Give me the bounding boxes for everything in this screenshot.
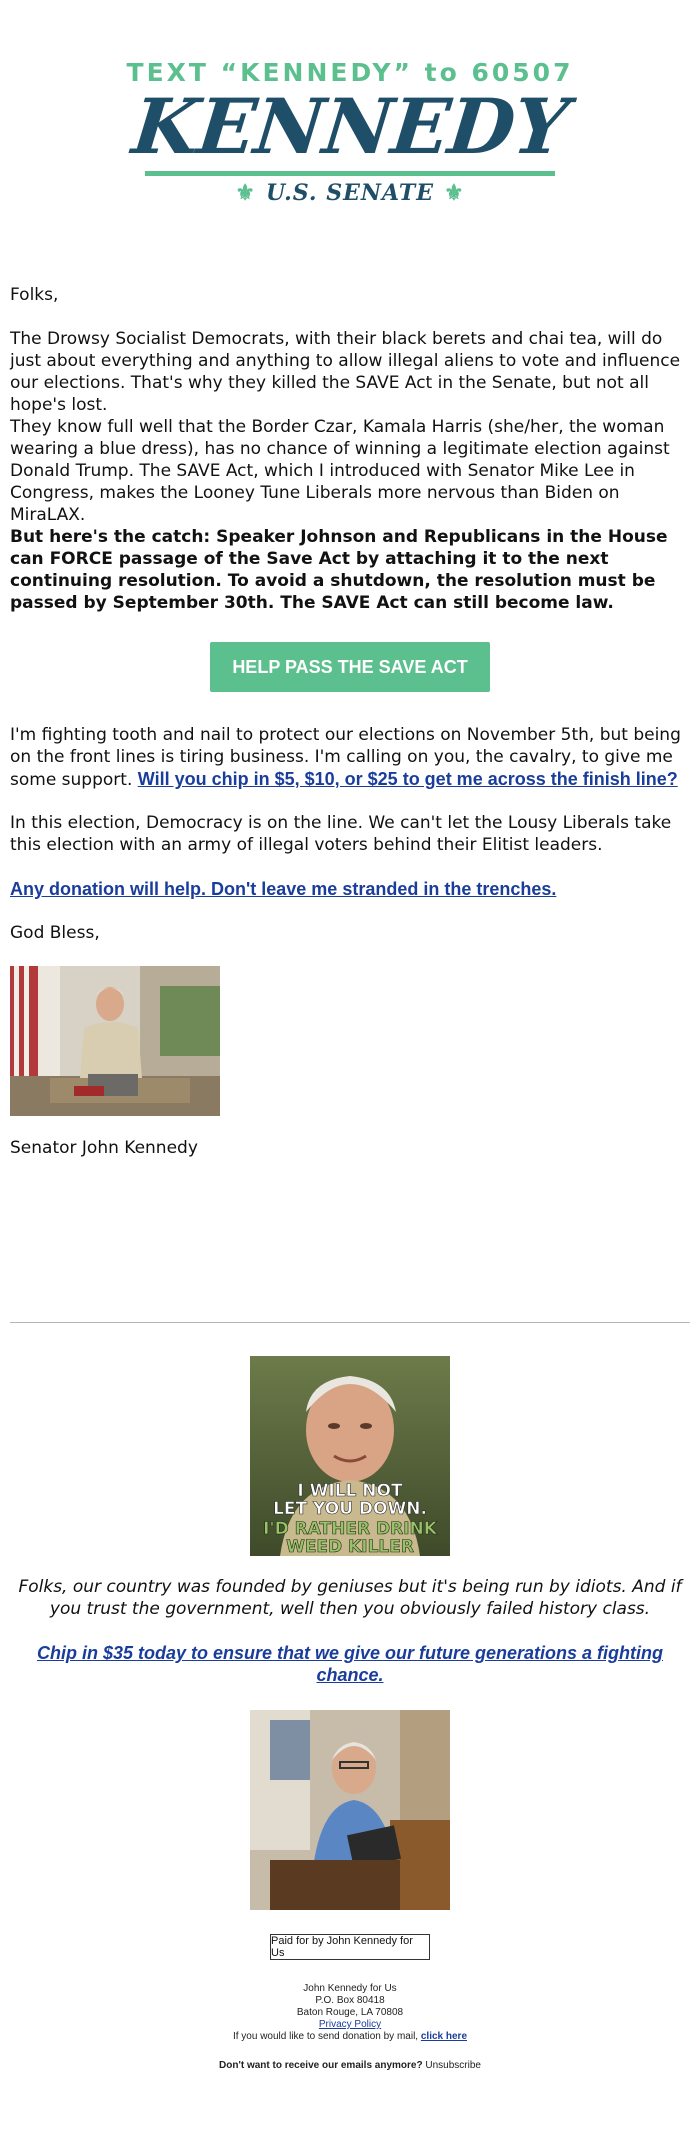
signature: Senator John Kennedy <box>10 1138 198 1158</box>
closing: God Bless, <box>10 923 100 943</box>
any-donation-link[interactable]: Any donation will help. Don't leave me stranded in the trenches. <box>10 879 557 899</box>
paragraph-1: The Drowsy Socialist Democrats, with their black berets and chai tea, will do just about everything and anything to allow illegal aliens to vote and influence our elections. That's why they killed the SAVE Act in the Senate, but not all hope's lost. <box>10 329 681 415</box>
paragraph-4-text: I'm fighting tooth and nail to protect our elections on November 5th, but being on the front lines is tiring business. I'm calling on you, the cavalry, to give me some support. <box>10 725 681 790</box>
divider <box>10 1322 690 1323</box>
meme-line-4: WEED KILLER <box>286 1537 414 1556</box>
meme-line-2: LET YOU DOWN. <box>273 1499 427 1519</box>
logo-subtitle-row <box>0 180 700 206</box>
donation-link-row <box>10 878 690 901</box>
fleur-de-lis-icon: ⚜ <box>444 180 465 206</box>
footer-org: John Kennedy for Us <box>303 1983 397 1994</box>
logo-name: KENNEDY <box>128 82 572 171</box>
paragraph-2: They know full well that the Border Czar, Kamala Harris (she/her, the woman wearing a blue dress), has no chance of winning a legitimate election against Donald Trump. The SAVE Act, which I introduced with Senator Mike Lee in Congress, makes the Looney Tune Liberals more nervous than Biden on MiraLAX. <box>10 417 670 525</box>
logo-text-line: TEXT “KENNEDY” to 60507 <box>126 58 574 87</box>
meme-image <box>250 1356 450 1556</box>
click-here-link[interactable]: click here <box>420 2031 468 2042</box>
meme-line-1: I WILL NOT <box>297 1481 403 1501</box>
footer-city: Baton Rouge, LA 70808 <box>296 2007 404 2018</box>
kennedy-quote: Folks, our country was founded by geniuses but it's being run by idiots. And if you trust the government, well then you obviously failed history class. <box>18 1577 682 1619</box>
unsubscribe-row <box>0 2060 700 2071</box>
footer-po-box: P.O. Box 80418 <box>315 1995 385 2006</box>
quote-link-row <box>20 1642 680 1686</box>
senator-tablet-photo <box>250 1710 450 1910</box>
campaign-logo <box>0 58 700 206</box>
unsubscribe-link[interactable]: Unsubscribe <box>425 2060 481 2071</box>
fleur-de-lis-icon: ⚜ <box>235 180 256 206</box>
help-pass-save-act-button[interactable]: HELP PASS THE SAVE ACT <box>210 642 490 692</box>
logo-subtitle: U.S. SENATE <box>265 180 435 206</box>
chip-in-link[interactable]: Will you chip in $5, $10, or $25 to get me across the finish line? <box>137 769 678 789</box>
chip-in-35-link[interactable]: Chip in $35 today to ensure that we give our future generations a fighting chance. <box>36 1643 664 1685</box>
mail-donation-row <box>0 2031 700 2043</box>
paragraph-4 <box>10 724 690 791</box>
mail-donation-text: If you would like to send donation by mail, <box>232 2031 419 2042</box>
meme-line-3: I'D RATHER DRINK <box>263 1519 437 1539</box>
greeting: Folks, <box>10 285 59 305</box>
footer <box>0 1983 700 2043</box>
paragraph-3: But here's the catch: Speaker Johnson and Republicans in the House can FORCE passage of the Save Act by attaching it to the next continuing resolution. To avoid a shutdown, the resolution must be passed by September 30th. The SAVE Act can still become law. <box>10 527 668 613</box>
privacy-policy-link[interactable]: Privacy Policy <box>318 2019 382 2030</box>
logo-underline <box>145 171 555 176</box>
paragraph-5: In this election, Democracy is on the line. We can't let the Lousy Liberals take this election with an army of illegal voters behind their Elitist leaders. <box>10 813 672 855</box>
senator-porch-photo <box>10 966 220 1116</box>
unsubscribe-text: Don't want to receive our emails anymore? <box>219 2060 423 2071</box>
paid-for-disclaimer: Paid for by John Kennedy for Us <box>270 1934 430 1960</box>
